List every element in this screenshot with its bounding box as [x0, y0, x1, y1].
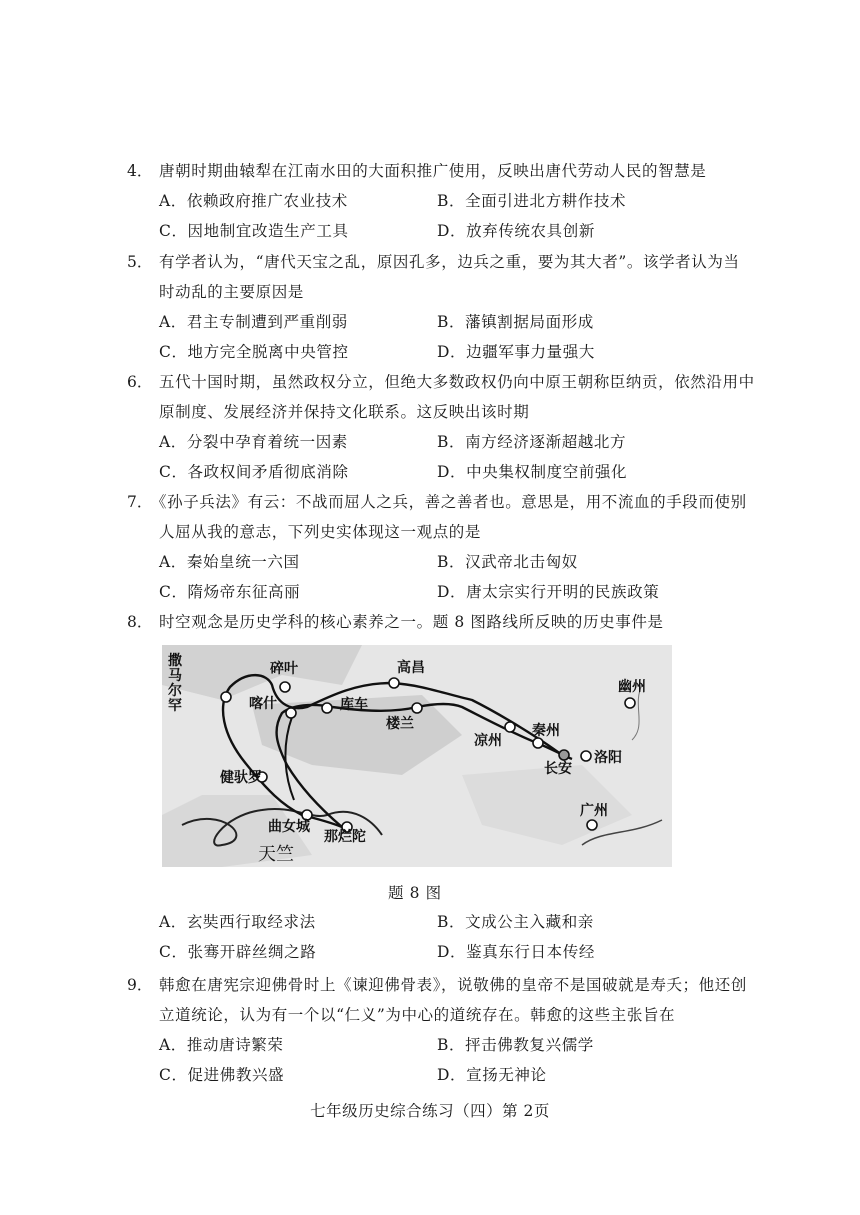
- label-liangzhou: 凉州: [474, 733, 502, 749]
- city-marker-kuche: [322, 703, 332, 713]
- question-9-option-b[interactable]: B．抨击佛教复兴儒学: [437, 1036, 594, 1054]
- label-kuche: 库车: [340, 697, 368, 713]
- question-8-option-d[interactable]: D．鉴真东行日本传经: [437, 943, 595, 961]
- question-6-number: 6．: [127, 373, 153, 391]
- question-4-option-b[interactable]: B．全面引进北方耕作技术: [437, 192, 627, 210]
- question-5-option-d[interactable]: D．边疆军事力量强大: [437, 343, 595, 361]
- question-7-stem-line-1: 《孙子兵法》有云：不战而屈人之兵，善之善者也。意思是，用不流血的手段而使别: [151, 493, 747, 511]
- city-marker-changan: [559, 750, 569, 760]
- city-marker-youzhou: [625, 698, 635, 708]
- question-9-stem-line-1: 韩愈在唐宪宗迎佛骨时上《谏迎佛骨表》，说敬佛的皇帝不是国破就是寿夭；他还创: [159, 976, 747, 994]
- question-6-option-c[interactable]: C．各政权间矛盾彻底消除: [159, 463, 349, 481]
- figure-caption: 题 8 图: [388, 884, 442, 902]
- label-changan: 长安: [544, 761, 572, 777]
- question-4-option-a[interactable]: A．依赖政府推广农业技术: [159, 192, 348, 210]
- question-4-option-d[interactable]: D．放弃传统农具创新: [437, 222, 595, 240]
- question-6-stem-line-1: 五代十国时期，虽然政权分立，但绝大多数政权仍向中原王朝称臣纳贡，依然沿用中: [159, 373, 755, 391]
- xuanzang-route-map: [162, 645, 672, 867]
- label-guangzhou: 广州: [580, 803, 608, 819]
- question-8-option-c[interactable]: C．张骞开辟丝绸之路: [159, 943, 317, 961]
- question-5-option-c[interactable]: C．地方完全脱离中央管控: [159, 343, 349, 361]
- question-6-option-b[interactable]: B．南方经济逐渐超越北方: [437, 433, 627, 451]
- question-7-option-b[interactable]: B．汉武帝北击匈奴: [437, 553, 578, 571]
- question-5-number: 5．: [127, 253, 153, 271]
- label-jiantuoluo: 健驮罗: [220, 770, 262, 786]
- svg-text:马: 马: [168, 668, 182, 684]
- question-4-option-c[interactable]: C．因地制宜改造生产工具: [159, 222, 349, 240]
- question-9-number: 9．: [127, 976, 153, 994]
- svg-text:尔: 尔: [168, 683, 182, 699]
- city-marker-loulan: [412, 703, 422, 713]
- label-suiye: 碎叶: [270, 661, 298, 677]
- question-4-number: 4．: [127, 162, 153, 180]
- question-9-option-c[interactable]: C．促进佛教兴盛: [159, 1066, 285, 1084]
- question-6-option-d[interactable]: D．中央集权制度空前强化: [437, 463, 628, 481]
- city-marker-gaochang: [389, 678, 399, 688]
- question-9-stem-line-2: 立道统论，认为有一个以“仁义”为中心的道统存在。韩愈的这些主张旨在: [159, 1006, 676, 1024]
- city-marker-samarkand: [221, 692, 231, 702]
- question-9-option-a[interactable]: A．推动唐诗繁荣: [159, 1036, 284, 1054]
- question-6-option-a[interactable]: A．分裂中孕育着统一因素: [159, 433, 348, 451]
- question-7-option-a[interactable]: A．秦始皇统一六国: [159, 553, 300, 571]
- city-marker-guangzhou: [587, 820, 597, 830]
- label-loulan: 楼兰: [386, 716, 414, 732]
- question-7-option-c[interactable]: C．隋炀帝东征高丽: [159, 583, 301, 601]
- question-9-option-d[interactable]: D．宣扬无神论: [437, 1066, 547, 1084]
- city-marker-luoyang: [581, 751, 591, 761]
- question-8-option-b[interactable]: B．文成公主入藏和亲: [437, 913, 594, 931]
- label-qunvcheng: 曲女城: [268, 819, 310, 835]
- svg-text:罕: 罕: [168, 698, 182, 714]
- question-7-number: 7．: [127, 493, 153, 511]
- label-qinzhou: 秦州: [532, 723, 560, 739]
- question-5-option-a[interactable]: A．君主专制遭到严重削弱: [159, 313, 348, 331]
- label-nalantuo: 那烂陀: [324, 829, 366, 845]
- label-tianzhu: 天竺: [258, 844, 294, 865]
- page-footer: 七年级历史综合练习（四）第 2页: [310, 1102, 550, 1120]
- city-marker-liangzhou: [505, 722, 515, 732]
- question-8-stem: 时空观念是历史学科的核心素养之一。题 8 图路线所反映的历史事件是: [159, 613, 664, 631]
- question-6-stem-line-2: 原制度、发展经济并保持文化联系。这反映出该时期: [159, 403, 530, 421]
- city-marker-kashgar: [286, 708, 296, 718]
- svg-text:撒: 撒: [168, 653, 182, 669]
- question-5-stem-line-2: 时动乱的主要原因是: [159, 283, 304, 301]
- question-8-number: 8．: [127, 613, 153, 631]
- question-5-stem-line-1: 有学者认为，“唐代天宝之乱，原因孔多，边兵之重，要为其大者”。该学者认为当: [159, 253, 740, 271]
- map-svg: [162, 645, 672, 867]
- question-4-stem: 唐朝时期曲辕犁在江南水田的大面积推广使用，反映出唐代劳动人民的智慧是: [159, 162, 707, 180]
- question-8-option-a[interactable]: A．玄奘西行取经求法: [159, 913, 316, 931]
- label-gaochang: 高昌: [397, 660, 425, 676]
- question-5-option-b[interactable]: B．藩镇割据局面形成: [437, 313, 594, 331]
- label-youzhou: 幽州: [618, 679, 646, 695]
- label-kashgar: 喀什: [249, 696, 277, 712]
- label-samarkand-vertical: [168, 652, 182, 714]
- city-marker-qinzhou: [533, 738, 543, 748]
- question-7-option-d[interactable]: D．唐太宗实行开明的民族政策: [437, 583, 660, 601]
- question-7-stem-line-2: 人屈从我的意志，下列史实体现这一观点的是: [159, 523, 482, 541]
- label-luoyang: 洛阳: [594, 750, 622, 766]
- city-marker-suiye: [280, 682, 290, 692]
